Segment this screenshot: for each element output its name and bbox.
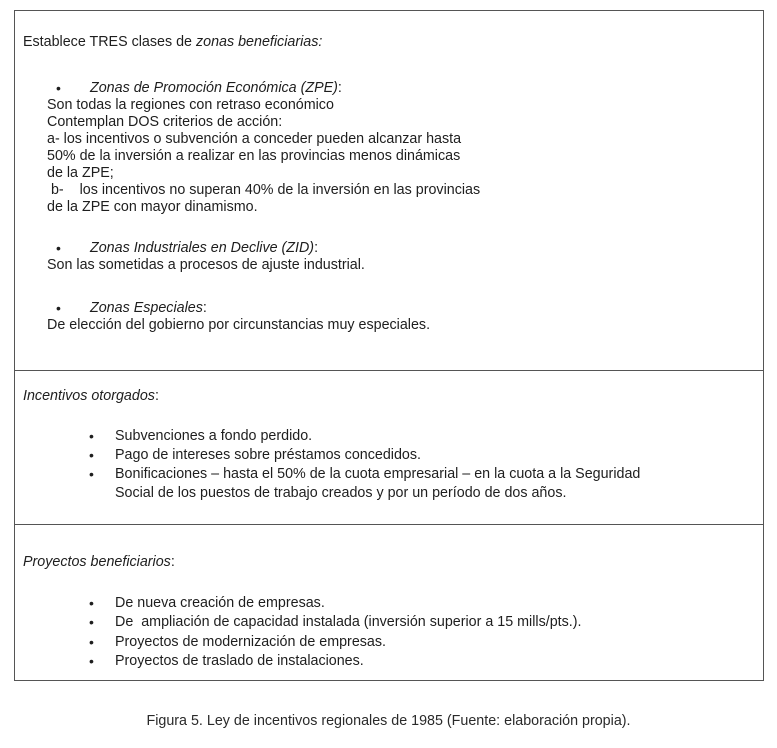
ze-title <box>90 300 207 317</box>
incentive-item: Bonificaciones – hasta el 50% de la cuota empresarial – en la cuota a la Seguridad <box>115 466 641 482</box>
projects-heading <box>23 554 175 571</box>
incentives-section <box>15 370 763 525</box>
zid-title-suffix: : <box>314 240 319 256</box>
incentives-table <box>14 10 764 681</box>
project-item: De nueva creación de empresas. <box>115 595 325 611</box>
bullet-icon: • <box>89 653 94 669</box>
zpe-title-suffix: : <box>337 80 342 96</box>
zpe-line: b- los incentivos no superan 40% de la inversión en las provincias <box>47 182 481 198</box>
incentive-item-continued: Social de los puestos de trabajo creados y por un período de dos años. <box>115 485 567 501</box>
bullet-icon: • <box>89 466 94 482</box>
project-item: Proyectos de traslado de instalaciones. <box>115 653 364 669</box>
zpe-title-text: Zonas de Promoción Económica (ZPE) <box>90 80 338 96</box>
bullet-icon: • <box>89 634 94 650</box>
figure-caption: Figura 5. Ley de incentivos regionales de 1985 (Fuente: elaboración propia). <box>146 713 631 729</box>
zones-intro <box>23 34 322 51</box>
zid-title-text: Zonas Industriales en Declive (ZID) <box>90 240 315 256</box>
bullet-icon: • <box>56 300 61 316</box>
bullet-icon: • <box>89 595 94 611</box>
zpe-line: Contemplan DOS criterios de acción: <box>47 114 283 130</box>
ze-title-text: Zonas Especiales <box>90 300 203 316</box>
zpe-title <box>90 80 342 97</box>
bullet-icon: • <box>89 447 94 463</box>
incentive-item: Pago de intereses sobre préstamos concedidos. <box>115 447 421 463</box>
zpe-line: de la ZPE con mayor dinamismo. <box>47 199 258 215</box>
ze-title-suffix: : <box>202 300 207 316</box>
intro-italic-text: zonas beneficiarias: <box>195 34 323 50</box>
zid-line: Son las sometidas a procesos de ajuste industrial. <box>47 257 365 273</box>
projects-heading-suffix: : <box>170 554 175 570</box>
projects-heading-text: Proyectos beneficiarios <box>23 554 171 570</box>
zones-section <box>15 11 763 371</box>
zpe-line: a- los incentivos o subvención a conceder pueden alcanzar hasta <box>47 131 462 147</box>
bullet-icon: • <box>56 80 61 96</box>
zid-title <box>90 240 318 257</box>
incentive-item: Subvenciones a fondo perdido. <box>115 428 313 444</box>
projects-section <box>15 524 763 680</box>
bullet-icon: • <box>89 614 94 630</box>
zpe-line: Son todas la regiones con retraso económico <box>47 97 334 113</box>
project-item: Proyectos de modernización de empresas. <box>115 634 386 650</box>
ze-line: De elección del gobierno por circunstancias muy especiales. <box>47 317 431 333</box>
incentives-heading-suffix: : <box>154 388 159 404</box>
incentives-heading <box>23 388 159 405</box>
incentives-heading-text: Incentivos otorgados <box>23 388 155 404</box>
bullet-icon: • <box>56 240 61 256</box>
project-item: De ampliación de capacidad instalada (inversión superior a 15 mills/pts.). <box>115 614 582 630</box>
bullet-icon: • <box>89 428 94 444</box>
intro-text: Establece TRES clases de <box>23 34 196 50</box>
zpe-line: de la ZPE; <box>47 165 114 181</box>
zpe-line: 50% de la inversión a realizar en las provincias menos dinámicas <box>47 148 461 164</box>
